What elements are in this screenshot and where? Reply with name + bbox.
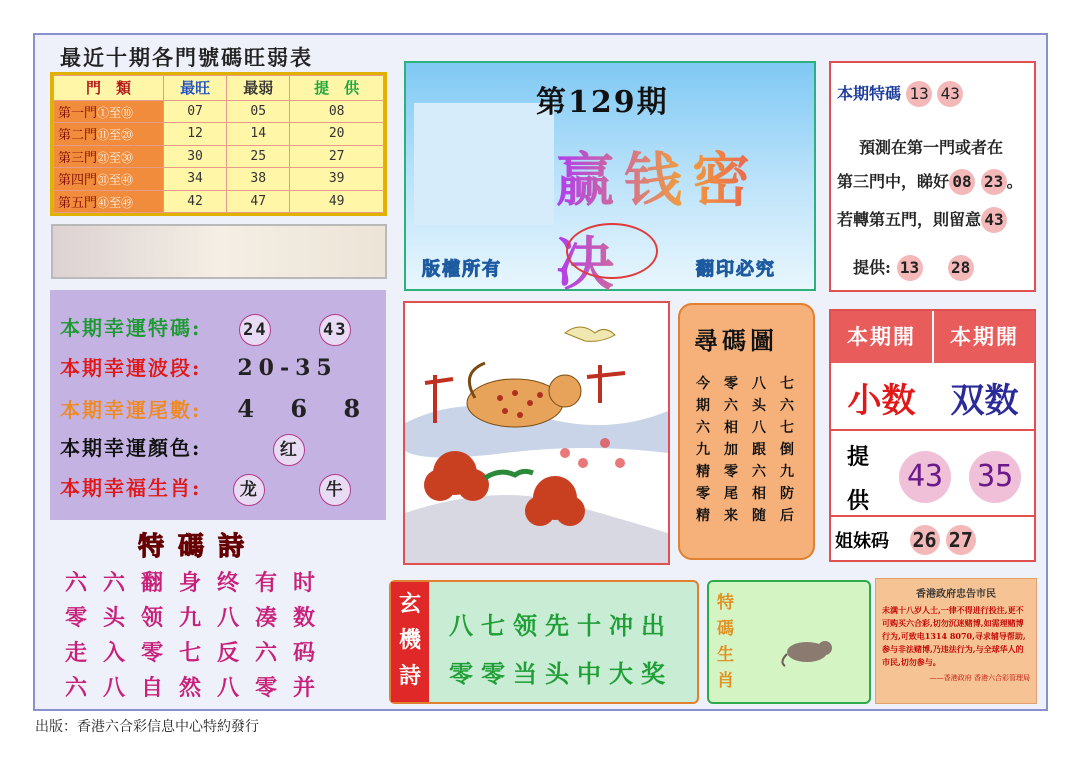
number-ball: 13	[906, 81, 932, 107]
xunma-char: 八	[752, 420, 766, 436]
lucky-wave-row	[60, 352, 338, 381]
number-ball: 43	[899, 451, 951, 503]
xunma-title: 尋碼圖	[694, 326, 778, 355]
table-row	[54, 145, 384, 167]
cell-min: 05	[227, 100, 290, 122]
predict-line1: 預測在第一門或者在	[859, 138, 1004, 157]
poem-line: 走入零七反六码	[65, 640, 332, 666]
notice-title: 香港政府忠告市民	[916, 589, 996, 600]
poster-left-slogan: 版權所有	[422, 259, 502, 280]
cell-give: 49	[290, 190, 384, 212]
xunma-char: 后	[780, 508, 794, 524]
predict-provide-row	[853, 255, 974, 281]
table-row	[54, 100, 384, 122]
poster-right-slogan: 翻印必究	[696, 259, 776, 280]
open-header: 本期開	[934, 311, 1035, 363]
number-ball: 08	[949, 169, 975, 195]
zodiac-oval: 牛	[319, 474, 351, 506]
lucky-wave-value: 20-35	[237, 355, 338, 381]
strength-table	[50, 72, 387, 216]
open-divider	[831, 429, 1034, 431]
xunma-column	[722, 373, 740, 527]
predict-line2-text: 第三門中，睇好	[837, 172, 950, 191]
leopard-picture	[405, 303, 668, 563]
cell-give: 39	[290, 168, 384, 190]
cell-give: 27	[290, 145, 384, 167]
header-min: 最弱	[227, 76, 290, 101]
table-row	[54, 168, 384, 190]
number-oval: 24	[239, 314, 271, 346]
lucky-color-label: 本期幸運顏色:	[60, 436, 202, 460]
poem-line: 六八自然八零并	[65, 675, 332, 701]
predict-line3	[837, 207, 1007, 233]
xunma-char: 加	[724, 442, 738, 458]
poster-headline: 赢钱密决	[556, 133, 814, 301]
open-provide-numbers	[899, 451, 1021, 503]
xunma-char: 六	[724, 398, 738, 414]
number-ball: 26	[910, 525, 940, 555]
xunma-char: 跟	[752, 442, 766, 458]
row-label: 第一門	[58, 105, 98, 121]
cell-max: 34	[164, 168, 227, 190]
row-range: ⑪至⑳	[97, 128, 134, 143]
lucky-zodiac-label: 本期幸福生肖:	[60, 476, 202, 500]
lucky-tail-label: 本期幸運尾數:	[60, 398, 202, 422]
row-label: 第三門	[58, 150, 98, 166]
lucky-color-row	[60, 432, 305, 466]
cell-max: 07	[164, 100, 227, 122]
xuanji-line: 八七领先十冲出	[449, 611, 673, 640]
lucky-color-oval: 红	[273, 434, 305, 466]
xunma-char: 零	[724, 464, 738, 480]
xunma-char: 来	[724, 508, 738, 524]
lucky-wave-label: 本期幸運波段:	[60, 356, 202, 380]
lucky-special-row	[60, 312, 351, 346]
xunma-char: 七	[780, 376, 794, 392]
blank-banner	[51, 224, 387, 279]
cell-max: 30	[164, 145, 227, 167]
number-ball: 35	[969, 451, 1021, 503]
number-oval: 43	[319, 314, 351, 346]
lucky-tail-value: 4 6 8	[237, 394, 375, 423]
xunma-char: 精	[696, 464, 710, 480]
cell-give: 08	[290, 100, 384, 122]
predict-special-row	[837, 81, 963, 107]
special-zodiac-panel	[707, 580, 871, 704]
number-ball: 27	[946, 525, 976, 555]
stamp-seal	[566, 223, 658, 279]
header-provide: 提 供	[290, 76, 384, 101]
xunma-char: 防	[780, 486, 794, 502]
xunma-char: 八	[752, 376, 766, 392]
notice-body: 未满十八岁人士,一律不得进行投注,更不可购买六合彩,切勿沉迷赌博,如需理赌博行为,可致电1314 8070,寻求辅导帮助,参与非法赌博,乃违法行为,与全球华人的市民,切勿参与。	[882, 605, 1026, 667]
rat-icon	[779, 634, 839, 668]
xunma-columns	[694, 373, 796, 527]
xuanji-label: 玄機詩	[391, 582, 429, 702]
xunma-char: 随	[752, 508, 766, 524]
prediction-panel	[829, 61, 1036, 292]
xunma-char: 七	[780, 420, 794, 436]
header-max: 最旺	[164, 76, 227, 101]
xunma-column	[778, 373, 796, 527]
publisher-footer: 出版：香港六合彩信息中心特約發行	[35, 719, 259, 735]
number-ball: 43	[981, 207, 1007, 233]
government-notice	[875, 578, 1037, 704]
xunma-char: 倒	[780, 442, 794, 458]
row-label: 第四門	[58, 173, 98, 189]
poem-body	[65, 566, 365, 706]
cell-min: 38	[227, 168, 290, 190]
poem-line: 零头领九八凑数	[65, 605, 332, 631]
xuanji-panel	[389, 580, 699, 704]
xunma-char: 九	[696, 442, 710, 458]
zodiac-oval: 龙	[233, 474, 265, 506]
xunma-char: 今	[696, 376, 710, 392]
poem-title: 特碼詩	[138, 532, 259, 562]
number-ball: 28	[948, 255, 974, 281]
xunma-char: 九	[780, 464, 794, 480]
poster-blur-patch	[414, 103, 554, 225]
cell-min: 14	[227, 123, 290, 145]
special-zodiac-label: 特碼生肖	[717, 593, 734, 691]
xunma-char: 六	[780, 398, 794, 414]
open-panel	[829, 309, 1036, 562]
leopard-illustration	[403, 301, 670, 565]
cell-min: 25	[227, 145, 290, 167]
xunma-panel	[678, 303, 815, 560]
lucky-zodiac-row	[60, 472, 351, 506]
issue-number: 第129期	[536, 85, 669, 120]
xunma-column	[694, 373, 712, 527]
row-range: ㉑至㉚	[97, 150, 134, 165]
notice-sign: ——香港政府 香港六合彩管理局	[929, 674, 1030, 682]
xunma-char: 精	[696, 508, 710, 524]
lucky-tail-row	[60, 394, 374, 423]
predict-line2-end: 。	[1006, 172, 1023, 191]
row-range: ㊶至㊾	[97, 195, 134, 210]
provide-label: 提供:	[853, 258, 891, 277]
cell-give: 20	[290, 123, 384, 145]
cell-min: 47	[227, 190, 290, 212]
sister-row	[835, 525, 976, 555]
xunma-char: 零	[724, 376, 738, 392]
open-value-even: 双数	[950, 381, 1019, 421]
xunma-char: 期	[696, 398, 710, 414]
number-ball: 23	[981, 169, 1007, 195]
issue-poster	[404, 61, 816, 298]
xunma-char: 头	[752, 398, 766, 414]
number-ball: 43	[937, 81, 963, 107]
number-ball: 13	[897, 255, 923, 281]
predict-line2	[837, 169, 1023, 195]
xunma-char: 相	[724, 420, 738, 436]
row-label: 第二門	[58, 128, 98, 144]
table-header-row	[54, 76, 384, 101]
predict-line3-text: 若轉第五門，則留意	[837, 210, 982, 229]
row-label: 第五門	[58, 195, 98, 211]
lucky-panel	[50, 290, 386, 520]
xunma-char: 相	[752, 486, 766, 502]
xunma-char: 六	[696, 420, 710, 436]
open-value-small: 小数	[847, 381, 916, 421]
lucky-special-label: 本期幸運特碼:	[60, 316, 202, 340]
open-divider	[831, 515, 1034, 517]
row-range: ㉛至㊵	[97, 173, 134, 188]
xunma-char: 六	[752, 464, 766, 480]
xunma-column	[750, 373, 768, 527]
row-range: ①至⑩	[97, 105, 134, 120]
table-title: 最近十期各門號碼旺弱表	[60, 45, 313, 70]
xuanji-line: 零零当头中大奖	[449, 659, 673, 688]
sister-label: 姐妹码	[835, 531, 889, 552]
xunma-char: 尾	[724, 486, 738, 502]
table-row	[54, 123, 384, 145]
open-provide-label: 提供	[847, 444, 870, 514]
poem-line: 六六翻身终有时	[65, 570, 332, 596]
header-category: 門 類	[54, 76, 164, 101]
cell-max: 42	[164, 190, 227, 212]
open-header: 本期開	[831, 311, 932, 363]
xunma-char: 零	[696, 486, 710, 502]
predict-label: 本期特碼	[837, 84, 902, 103]
cell-max: 12	[164, 123, 227, 145]
table-row	[54, 190, 384, 212]
